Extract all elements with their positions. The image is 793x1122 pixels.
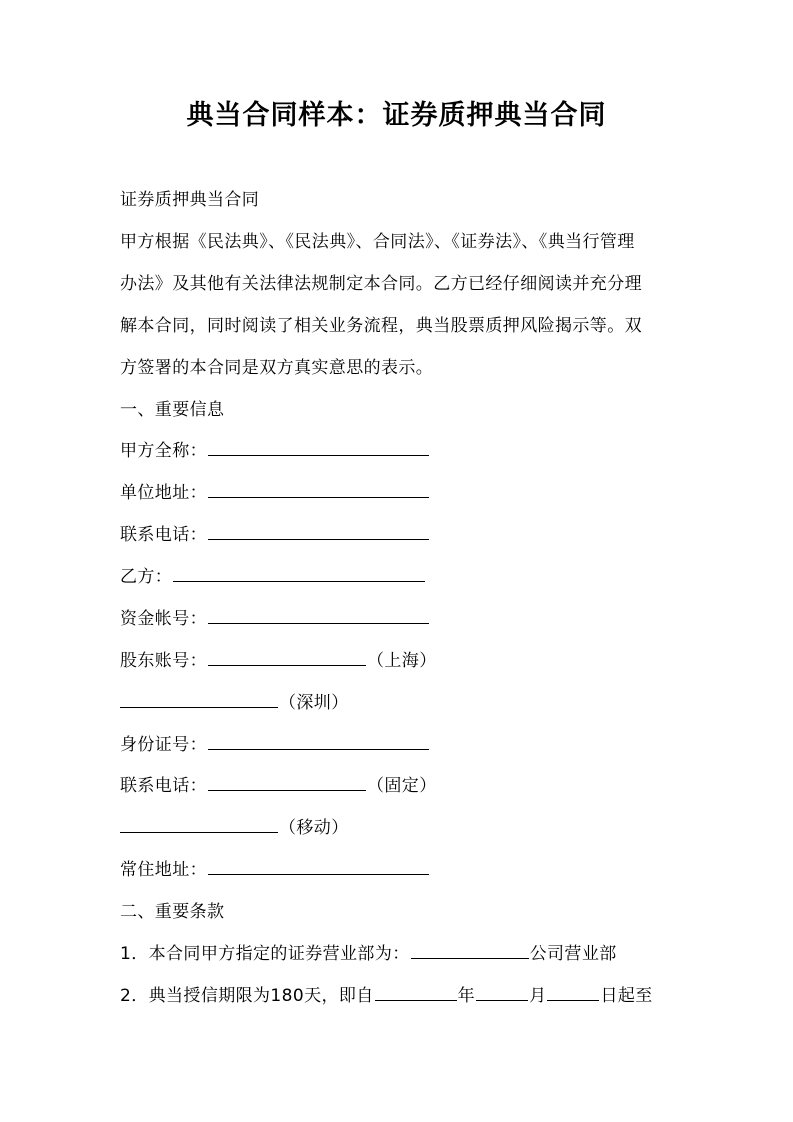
blank-line[interactable]: [208, 731, 429, 750]
field-label: 身份证号：: [120, 735, 207, 755]
field-label: 联系电话：: [120, 525, 207, 545]
clause-2-prefix: 2．典当授信期限为180天，即自: [120, 986, 374, 1006]
clause-1-suffix: 公司营业部: [529, 944, 617, 964]
blank-line[interactable]: [208, 437, 429, 456]
blank-line[interactable]: [411, 940, 529, 959]
field-residence: [120, 856, 430, 884]
field-label: 单位地址：: [120, 483, 207, 503]
field-party-b: [120, 563, 426, 591]
month-label: 月: [529, 986, 547, 1006]
field-shareholder-account: [120, 647, 437, 675]
clause-1-prefix: 1．本合同甲方指定的证券营业部为：: [120, 944, 410, 964]
field-shenzhen: [120, 689, 349, 717]
intro-line-1: 甲方根据《民法典》、《民法典》、合同法》、《证券法》、《典当行管理: [120, 232, 635, 252]
blank-line[interactable]: [476, 982, 528, 1001]
blank-line[interactable]: [208, 772, 366, 791]
blank-line[interactable]: [208, 856, 429, 875]
field-mobile: [120, 814, 349, 842]
field-fund-account: [120, 605, 430, 633]
blank-line[interactable]: [375, 982, 457, 1001]
blank-line[interactable]: [208, 479, 429, 498]
contract-subtitle: 证券质押典当合同: [120, 190, 260, 210]
section-heading-2: 二、重要条款: [120, 902, 225, 922]
mobile-label: （移动）: [279, 818, 349, 838]
field-label: 资金帐号：: [120, 609, 207, 629]
field-label: 常住地址：: [120, 860, 207, 880]
blank-line[interactable]: [208, 521, 429, 540]
clause-1: [120, 940, 617, 968]
section-heading-1: 一、重要信息: [120, 400, 225, 420]
field-label: 甲方全称：: [120, 441, 207, 461]
clause-2-suffix: 日起至: [600, 986, 653, 1006]
blank-line[interactable]: [173, 563, 425, 582]
field-contact-phone-b: [120, 772, 437, 800]
blank-line[interactable]: [120, 814, 278, 833]
fixed-label: （固定）: [367, 776, 437, 796]
intro-line-2: 办法》及其他有关法律法规制定本合同。乙方已经仔细阅读并充分理: [120, 274, 642, 294]
field-id-number: [120, 731, 430, 759]
field-label: 联系电话：: [120, 776, 207, 796]
blank-line[interactable]: [547, 982, 599, 1001]
field-unit-address: [120, 479, 430, 507]
shanghai-label: （上海）: [367, 651, 437, 671]
year-label: 年: [457, 986, 476, 1006]
blank-line[interactable]: [208, 647, 366, 666]
field-label: 股东账号：: [120, 651, 207, 671]
document-title: 典当合同样本：证券质押典当合同: [186, 100, 607, 131]
field-party-a-name: [120, 437, 430, 465]
intro-line-3: 解本合同，同时阅读了相关业务流程，典当股票质押风险揭示等。双: [120, 316, 642, 336]
blank-line[interactable]: [208, 605, 429, 624]
blank-line[interactable]: [120, 689, 278, 708]
field-contact-phone-a: [120, 521, 430, 549]
shenzhen-label: （深圳）: [279, 693, 349, 713]
clause-2: [120, 982, 653, 1010]
field-label: 乙方：: [120, 567, 173, 587]
intro-line-4: 方签署的本合同是双方真实意思的表示。: [120, 358, 434, 378]
